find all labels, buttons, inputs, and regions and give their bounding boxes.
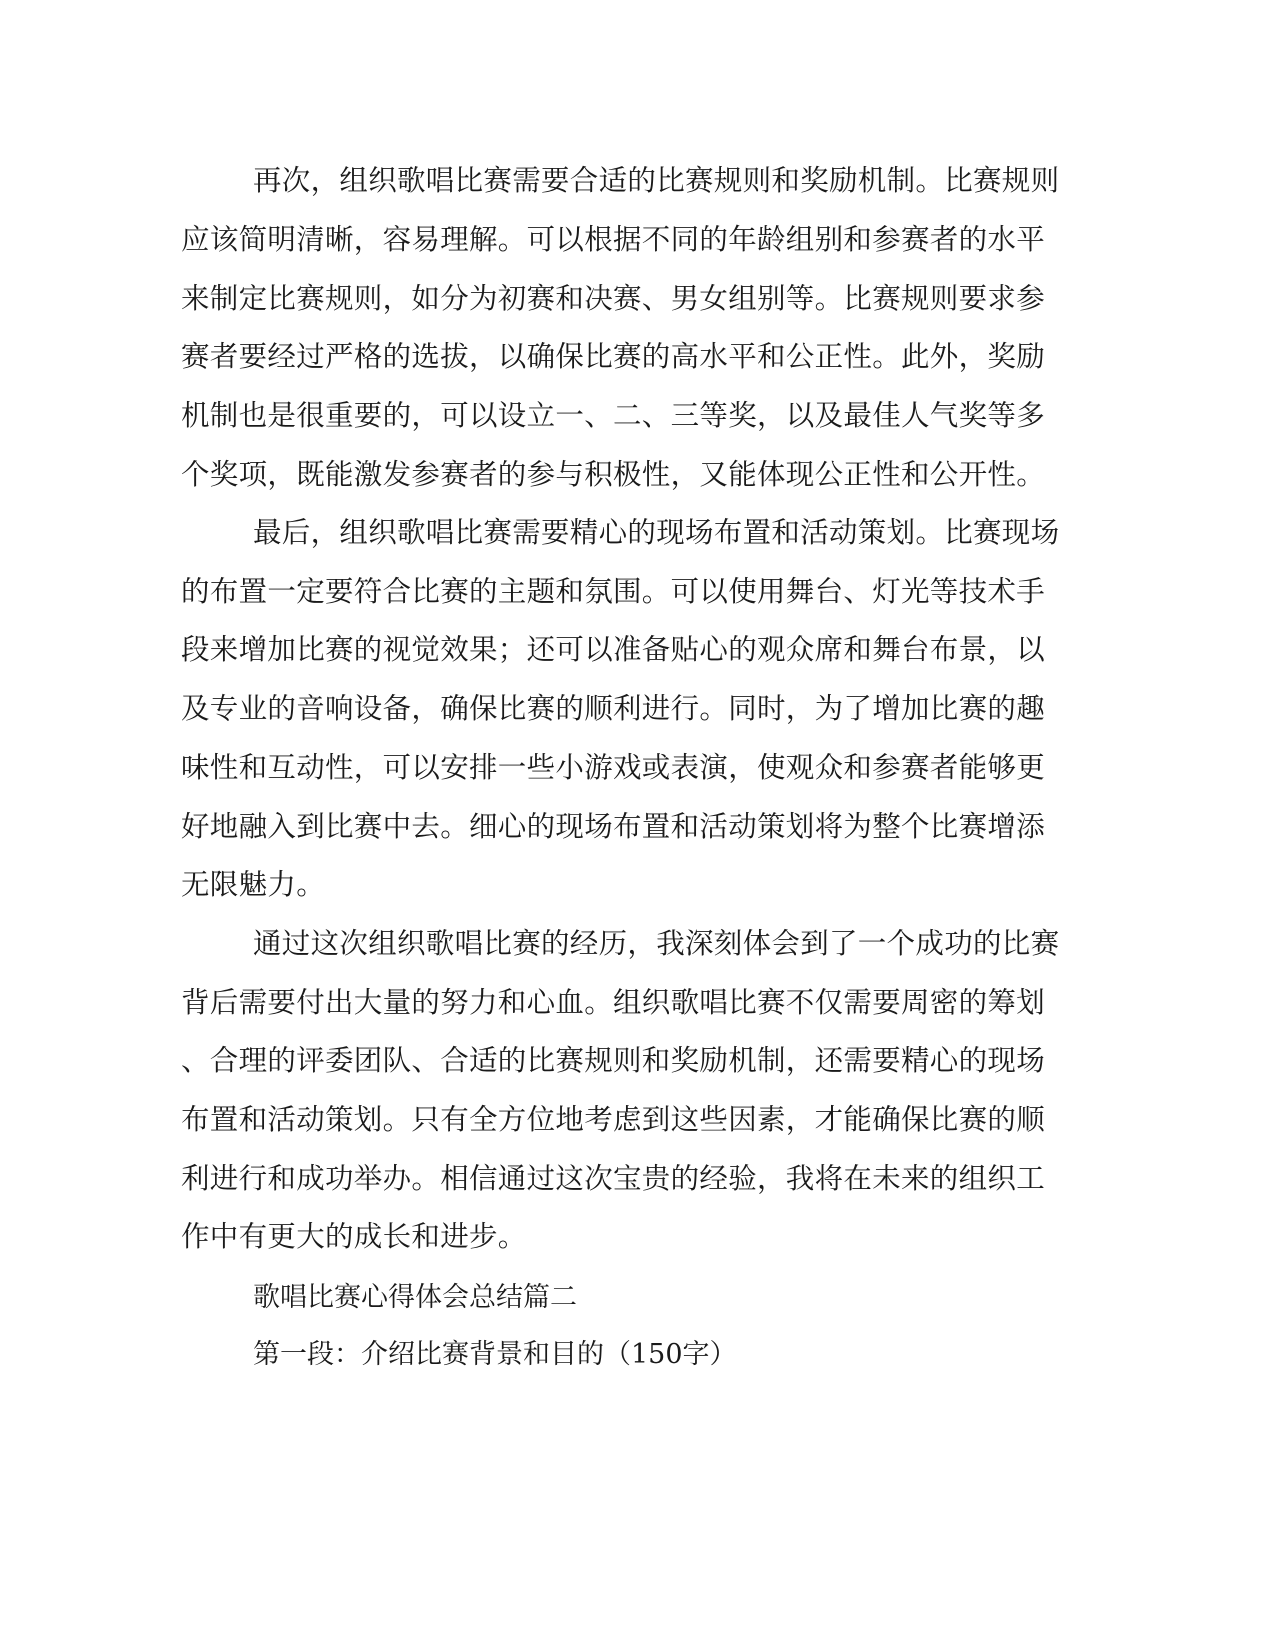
paragraph-line: 好地融入到比赛中去。细心的现场布置和活动策划将为整个比赛增添 bbox=[181, 810, 1046, 843]
paragraph-line: 利进行和成功举办。相信通过这次宝贵的经验，我将在未来的组织工 bbox=[181, 1162, 1046, 1195]
paragraph-line: 赛者要经过严格的选拔，以确保比赛的高水平和公正性。此外，奖励 bbox=[181, 340, 1046, 373]
paragraph-line: 通过这次组织歌唱比赛的经历，我深刻体会到了一个成功的比赛 bbox=[253, 927, 1060, 960]
paragraph-line: 机制也是很重要的，可以设立一、二、三等奖，以及最佳人气奖等多 bbox=[181, 399, 1046, 432]
paragraph-line: 来制定比赛规则，如分为初赛和决赛、男女组别等。比赛规则要求参 bbox=[181, 282, 1046, 315]
paragraph-line: 的布置一定要符合比赛的主题和氛围。可以使用舞台、灯光等技术手 bbox=[181, 575, 1046, 608]
paragraph-line: 、合理的评委团队、合适的比赛规则和奖励机制，还需要精心的现场 bbox=[181, 1044, 1046, 1077]
paragraph-line: 无限魅力。 bbox=[181, 868, 326, 901]
paragraph-line: 及专业的音响设备，确保比赛的顺利进行。同时，为了增加比赛的趣 bbox=[181, 692, 1046, 725]
paragraph-line: 布置和活动策划。只有全方位地考虑到这些因素，才能确保比赛的顺 bbox=[181, 1103, 1046, 1136]
paragraph-line: 作中有更大的成长和进步。 bbox=[181, 1220, 527, 1253]
paragraph-line: 最后，组织歌唱比赛需要精心的现场布置和活动策划。比赛现场 bbox=[253, 516, 1060, 549]
paragraph-line: 段来增加比赛的视觉效果；还可以准备贴心的观众席和舞台布景，以 bbox=[181, 633, 1046, 666]
paragraph-line: 应该简明清晰，容易理解。可以根据不同的年龄组别和参赛者的水平 bbox=[181, 223, 1046, 256]
paragraph-line: 背后需要付出大量的努力和心血。组织歌唱比赛不仅需要周密的筹划 bbox=[181, 986, 1046, 1019]
paragraph-line: 再次，组织歌唱比赛需要合适的比赛规则和奖励机制。比赛规则 bbox=[253, 164, 1060, 197]
subsection-title: 第一段：介绍比赛背景和目的（150字） bbox=[253, 1339, 737, 1370]
paragraph-line: 味性和互动性，可以安排一些小游戏或表演，使观众和参赛者能够更 bbox=[181, 751, 1046, 784]
paragraph-line: 个奖项，既能激发参赛者的参与积极性，又能体现公正性和公开性。 bbox=[181, 458, 1046, 491]
section-title: 歌唱比赛心得体会总结篇二 bbox=[253, 1282, 577, 1313]
